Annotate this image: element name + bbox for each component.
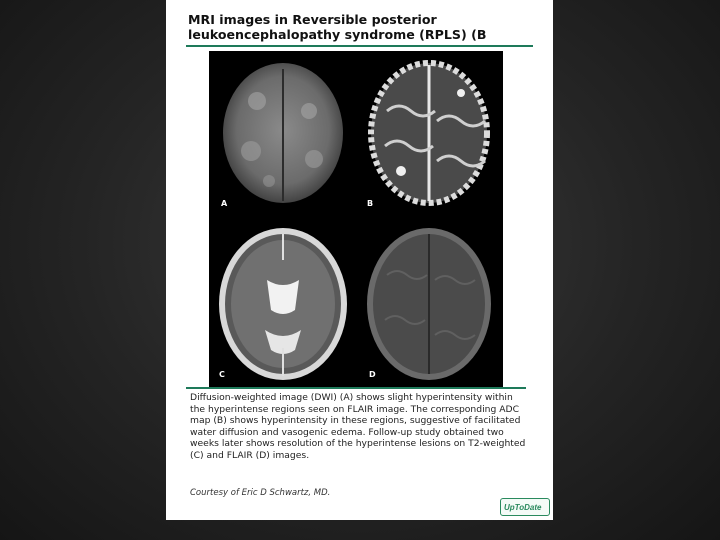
document-card [166,0,553,520]
mri-panel-d [357,220,503,388]
panel-label-a: A [221,199,228,208]
mri-panel-c [209,220,355,388]
panel-label-c: C [219,370,225,379]
mri-image-c [209,220,355,388]
mri-image-a [209,51,355,217]
mri-panel-b [357,51,503,217]
mri-panel-grid [209,51,503,388]
mri-image-d [357,220,503,388]
mri-panel-a [209,51,355,217]
figure-caption: Diffusion-weighted image (DWI) (A) shows slight hyperintensity within the hyperintense regions seen on FLAIR image. The corresponding ADC map (B) shows hyperintensity in these regions, suggestive of facilitated water diffusion and vasogenic edema. Follow-up study obtained two weeks later shows resolution of the hyperintense lesions on T2-weighted (C) and FLAIR (D) images. [190,392,526,461]
title-divider [186,45,533,47]
mri-image-b [357,51,503,217]
document-title: MRI images in Reversible posterior leukoencephalopathy syndrome (RPLS) (B [188,12,487,42]
panel-label-d: D [369,370,376,379]
caption-divider [186,387,526,389]
uptodate-logo: UpToDate [500,498,550,516]
panel-label-b: B [367,199,374,208]
image-credit: Courtesy of Eric D Schwartz, MD. [190,488,331,498]
